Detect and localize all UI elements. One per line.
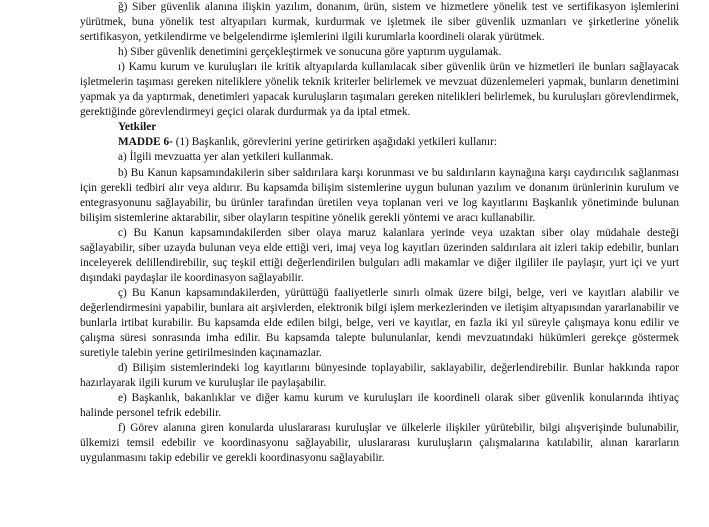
paragraph-b: b) Bu Kanun kapsamındakilerin siber saldırılara karşı korunması ve bu saldırıların kaynağına karşı caydırıcılık sağlanması için gerekli tedbiri alır veya aldırır. Bu kapsamda bilişim sistemlerine uygun bulunan yazılım ve donanım ürünlerinin kurulum ve entegrasyonunu sağlayabilir, bu ürünler tarafından üretilen veya toplanan veri ve log kayıtlarını Başkanlık yönetiminde bulunan bilişim sistemlerine aktarabilir, siber olayların tespitine yönelik gerekli yöntemi ve aracı kullanabilir. (80, 166, 679, 224)
section-heading: Yetkiler (118, 121, 157, 134)
paragraph-c-cedilla: ç) Bu Kanun kapsamındakilerden, yürüttüğü faaliyetlerle sınırlı olmak üzere bilgi, belge, veri ve kayıtları alabilir ve değerlendirmesini yapabilir, bunlara ait arşivlerden, elektronik bilgi işlem merkezlerinden ve iletişim altyapısından yararlanabilir ve bunlarla irtibat kurabilir. Bu kapsamda elde edilen bilgi, belge, veri ve kayıtlar, en fazla iki yıl süreyle çalışmaya konu edilir ve çalışma süresi sonrasında imha edilir. Bu kapsamda talepte bulunulanlar, kendi mevzuatındaki hükümleri gerekçe göstermek suretiyle talebin yerine getirilmesinden kaçınamazlar. (80, 286, 679, 360)
paragraph-f: f) Görev alanına giren konularda uluslararası kuruluşlar ve ülkelerle ilişkiler yürütebilir, bilgi alışverişinde bulunabilir, ülkemizi temsil edebilir ve koordinasyonu sağlayabilir, uluslararası kuruluşların çalışmalarına katılabilir, alınan kararların uygulanmasını takip edebilir ve gerekli koordinasyonu sağlayabilir. (80, 422, 679, 465)
paragraph-h: h) Siber güvenlik denetimini gerçekleştirmek ve sonucuna göre yaptırım uygulamak. (118, 46, 502, 59)
madde-6-intro (80, 135, 679, 150)
paragraph-c: c) Bu Kanun kapsamındakilerden siber olaya maruz kalanlara yerinde veya uzaktan siber olay müdahale desteği sağlayabilir, siber uzayda bulunan veya elde ettiği veri, imaj veya log kayıtları üzerinden saldırılara ait izleri takip edebilir, bunları inceleyerek delillendirebilir, suç teşkil ettiği değerlendirilen bulguları adli makamlar ve diğer ilgililer ile paylaşır, yurt içi ve yurt dışındaki paydaşlar ile koordinasyon sağlayabilir. (80, 226, 679, 284)
madde-text: (1) Başkanlık, görevlerini yerine getirirken aşağıdaki yetkileri kullanır: (172, 136, 497, 149)
paragraph-g-breve: ğ) Siber güvenlik alanına ilişkin yazılım, donanım, ürün, sistem ve hizmetlere yönelik test ve sertifikasyon işlemlerini yürütmek, buna yönelik test altyapıları kurmak, kurdurmak ve işletmek ile siber güvenlik uzmanları ve şirketlerine yönelik sertifikasyon, yetkilendirme ve belgelendirme işlemlerini ilgili kurumlarla koordineli olarak yürütmek. (80, 1, 679, 44)
paragraph-e: e) Başkanlık, bakanlıklar ve diğer kamu kurum ve kuruluşları ile koordineli olarak siber güvenlik konularında ihtiyaç halinde personel tefrik edebilir. (80, 392, 679, 420)
paragraph-a: a) İlgili mevzuatta yer alan yetkileri kullanmak. (118, 151, 334, 164)
paragraph-dotless-i: ı) Kamu kurum ve kuruluşları ile kritik altyapılarda kullanılacak siber güvenlik ürün ve hizmetleri ile bunları sağlayacak işletmelerin taşıması gereken niteliklere yönelik teknik kriterler belirlemek ve mevzuat düzenlemeleri yapmak, bunların denetimini yapmak ya da yaptırmak, denetimleri yapacak kuruluşların taşımaları gereken nitelikleri belirlemek, bu kuruluşları görevlendirmek, gerektiğinde görevlendirmeyi geçici olarak durdurmak ya da iptal etmek. (80, 61, 679, 119)
paragraph-d: d) Bilişim sistemlerindeki log kayıtlarını bünyesinde toplayabilir, saklayabilir, değerlendirebilir. Bunlar hakkında rapor hazırlayarak ilgili kurum ve kuruluşlar ile paylaşabilir. (80, 362, 679, 390)
document-page (80, 0, 679, 466)
madde-label: MADDE 6- (118, 136, 173, 149)
